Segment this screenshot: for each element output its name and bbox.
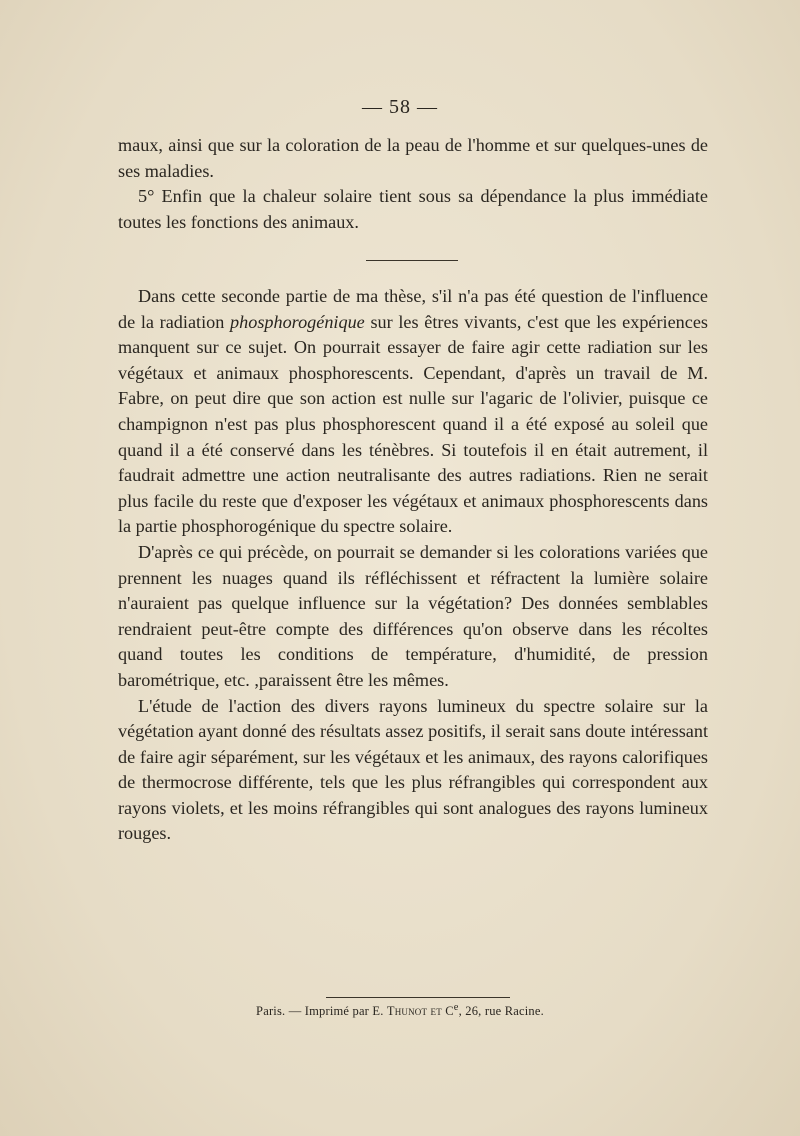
imprint-prefix: Paris. — Imprimé par E. [256, 1004, 387, 1019]
paragraph-continuation: maux, ainsi que sur la coloration de la peau de l'homme et sur quelques-unes de ses maladies. [118, 135, 708, 181]
imprint-printer: Thunot et C [386, 1004, 454, 1019]
printer-imprint [0, 1002, 800, 1019]
section-divider [366, 260, 458, 261]
paragraph-1-after: sur les êtres vivants, c'est que les expériences manquent sur ce sujet. On pourrait essayer de faire agir cette radiation sur les végétaux et animaux phosphorescents. Cependant, d'après un travail de M. Fabre, on peut dire que son action est nulle sur l'agaric de l'olivier, puisque ce champignon n'est pas plus phosphorescent quand il a été exposé au soleil que quand il a été conservé dans les ténèbres. Si toutefois il en était autrement, il faudrait admettre une action neutralisante des autres radiations. Rien ne serait plus facile du reste que d'exposer les végétaux et animaux phosphorescents dans la partie phosphorogénique du spectre solaire. [118, 311, 709, 537]
paragraph-1-emphasis: phosphorogénique [230, 311, 365, 332]
main-section [118, 284, 708, 847]
imprint-suffix: , 26, rue Racine. [458, 1004, 544, 1019]
paragraph-1 [118, 284, 708, 540]
imprint-divider [326, 997, 510, 998]
paragraph-3: L'étude de l'action des divers rayons lumineux du spectre solaire sur la végétation ayant donné des résultats assez positifs, il serait sans doute intéressant de faire agir séparément, sur les végétaux et les animaux, des rayons calorifiques de thermocrose différente, tels que les plus réfrangibles qui correspondent aux rayons violets, et les moins réfrangibles qui sont analogues des rayons lumineux rouges. [118, 695, 708, 844]
paragraph-2: D'après ce qui précède, on pourrait se demander si les colorations variées que prennent les nuages quand ils réfléchissent et réfractent la lumière solaire n'auraient pas quelque influence sur la végétation? Des données semblables rendraient peut-être compte des différences qu'on observe dans les récoltes quand toutes les conditions de température, d'humidité, de pression barométrique, etc. ,paraissent être les mêmes. [118, 541, 708, 690]
imprint-superscript: e [453, 1002, 459, 1013]
paragraph-1-before: Dans cette seconde partie de ma thèse, s'il n'a pas été question de l'influence de la radiation [118, 286, 708, 332]
paragraph-point-5: 5° Enfin que la chaleur solaire tient sous sa dépendance la plus immédiate toutes les fonctions des animaux. [118, 186, 708, 232]
top-section [118, 133, 708, 235]
page-number: — 58 — [362, 96, 438, 118]
